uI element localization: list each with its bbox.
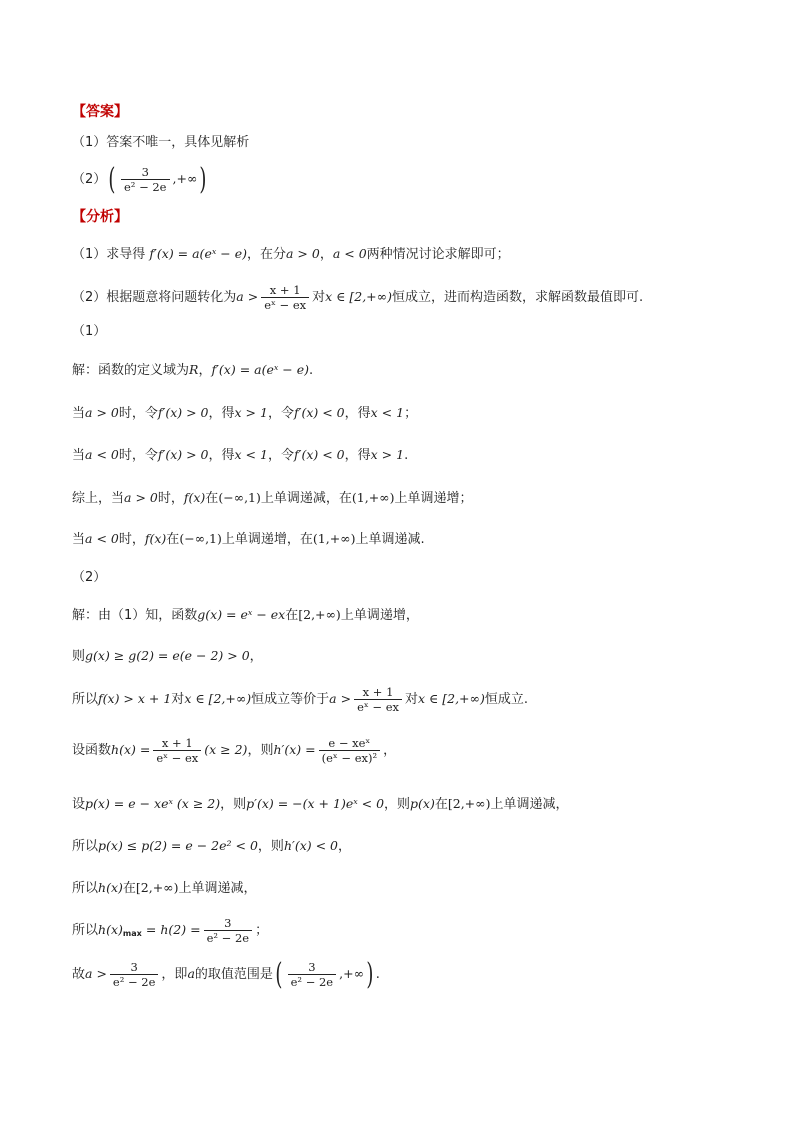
text: 对	[171, 692, 185, 707]
text: 在	[434, 797, 448, 812]
math: a < 0	[85, 447, 119, 462]
text: 恒成立，进而构造函数，求解函数最值即可.	[391, 290, 644, 305]
math-x-in: x ∈ [2,+∞)	[325, 289, 392, 304]
math: h(x)	[98, 880, 123, 895]
math: x ∈ [2,+∞)	[418, 691, 485, 706]
text: 的取值范围是	[194, 967, 273, 982]
part1-line-1: 解：函数的定义域为R，f′(x) = a(eˣ − e).	[72, 362, 314, 378]
part1-label: （1）	[72, 324, 107, 339]
fraction	[261, 283, 309, 312]
part2-line-3	[72, 682, 528, 717]
fraction	[110, 960, 159, 989]
math: x < 1	[370, 405, 405, 420]
text: ，则	[247, 743, 274, 758]
text: ，令	[267, 406, 294, 421]
math: f′(x) < 0	[293, 447, 345, 462]
text: .	[375, 967, 380, 982]
part2-line-9	[72, 954, 380, 995]
math: (1,+∞)	[312, 531, 356, 546]
math: f′(x) > 0	[157, 447, 209, 462]
text: ，则	[220, 797, 247, 812]
text: ，得	[208, 406, 235, 421]
fraction	[288, 960, 337, 989]
text: 所以	[72, 881, 99, 896]
text: 上单调递减.	[355, 532, 425, 547]
math: h′(x) < 0	[283, 838, 339, 853]
text: ，得	[344, 406, 371, 421]
part2-line-1	[72, 607, 419, 624]
math: x > 1	[370, 447, 405, 462]
math: [2,+∞)	[447, 796, 491, 811]
fraction-numerator: 3	[288, 960, 337, 975]
math: [2,+∞)	[135, 880, 179, 895]
interval-tail: ,+∞	[172, 171, 198, 186]
part2-line-8	[72, 912, 268, 952]
text: 当	[72, 448, 86, 463]
math: (1,+∞)	[351, 490, 395, 505]
text: 对	[404, 692, 418, 707]
answer-heading: 【答案】	[72, 104, 128, 120]
text: 对	[312, 290, 326, 305]
fraction	[354, 685, 402, 714]
math: p(x)	[410, 796, 435, 811]
text: 上单调递减，	[178, 881, 257, 896]
text: 当	[72, 532, 86, 547]
fraction-denominator: e² − 2e	[290, 975, 334, 989]
part1-line-2: 当a > 0时，令f′(x) > 0，得x > 1，令f′(x) < 0，得x < 1；	[72, 405, 418, 421]
fraction-numerator: x + 1	[354, 685, 402, 700]
math: (x ≥ 2)	[204, 742, 248, 757]
math: h(x) =	[111, 742, 151, 757]
math: a > 0	[124, 490, 158, 505]
part1-line-4	[72, 490, 473, 507]
math-a-neg: a < 0	[332, 246, 367, 261]
fraction-numerator: e − xeˣ	[319, 736, 381, 751]
text: 恒成立等价于	[251, 692, 330, 707]
text: 设函数	[72, 743, 112, 758]
fraction-denominator: eˣ − ex	[264, 298, 307, 312]
text: 所以	[72, 923, 99, 938]
math: f(x)	[144, 531, 167, 546]
part2-line-2: 则g(x) ≥ g(2) = e(e − 2) > 0，	[72, 648, 263, 664]
fraction-numerator: 3	[204, 916, 253, 931]
fraction-numerator: 3	[110, 960, 159, 975]
analysis-line-1: （1）求导得 f′(x) = a(eˣ − e)，在分a > 0，a < 0两种情况讨论求解即可；	[72, 246, 510, 262]
subscript-max: max	[122, 929, 142, 938]
fraction	[153, 736, 201, 765]
text: 故	[72, 967, 86, 982]
math: f′(x) > 0	[157, 405, 209, 420]
text: 时，令	[118, 406, 158, 421]
math-R: R	[189, 362, 199, 377]
math: f′(x) < 0	[293, 405, 345, 420]
fraction-denominator: eˣ − ex	[156, 751, 199, 765]
math-fprime: f′(x) = a(eˣ − e)	[211, 362, 309, 377]
fraction-numerator: x + 1	[153, 736, 201, 751]
part2-line-4: 设函数h(x) = $\frac{x + 1}{\text{eˣ − ex}}$ (x ≥ 2)，则h′(x) = e − xeˣ (eˣ − ex)² ，	[72, 736, 397, 765]
answer-part2	[72, 160, 209, 199]
text: 综上，当	[72, 491, 125, 506]
answer-part1: （1）答案不唯一，具体见解析	[72, 135, 250, 150]
text: 时，	[118, 532, 145, 547]
fraction-numerator: x + 1	[261, 283, 309, 298]
text: ，即	[161, 967, 188, 982]
answer-fraction	[121, 165, 170, 194]
text: ，在分	[246, 247, 286, 262]
text: 上单调递减，在	[260, 491, 352, 506]
fraction-denominator: e² − 2e	[112, 975, 156, 989]
left-paren: (	[108, 161, 116, 197]
text: 在	[205, 491, 219, 506]
math: [2,+∞)	[298, 607, 341, 622]
analysis-line-2	[72, 280, 643, 315]
math: p(x) = e − xeˣ (x ≥ 2)	[85, 796, 221, 811]
text: 则	[72, 649, 86, 664]
text: 在	[166, 532, 180, 547]
text: ，则	[384, 797, 411, 812]
left-paren: (	[275, 956, 283, 992]
math-fprime: f′(x) = a(eˣ − e)	[149, 246, 247, 261]
text: ，得	[344, 448, 371, 463]
text: 恒成立.	[484, 692, 528, 707]
part1-line-3: 当a < 0时，令f′(x) > 0，得x < 1，令f′(x) < 0，得x > 1.	[72, 447, 409, 463]
math: p(x) ≤ p(2) = e − 2e² < 0	[98, 838, 258, 853]
math: a > 0	[85, 405, 119, 420]
interval-tail: ,+∞	[339, 966, 364, 981]
math: f(x)	[183, 490, 206, 505]
text: 在	[122, 881, 136, 896]
text: （2）根据题意将问题转化为	[72, 290, 237, 305]
text: 时，令	[118, 448, 158, 463]
math: a < 0	[85, 531, 119, 546]
text: ；	[255, 923, 269, 938]
text: ，则	[257, 839, 284, 854]
text: 上单调递减，	[490, 797, 569, 812]
math-a-gt: a >	[236, 289, 259, 304]
text: 上单调递增，在	[221, 532, 313, 547]
analysis-heading: 【分析】	[72, 209, 128, 225]
math: (−∞,1)	[218, 490, 261, 505]
fraction	[319, 736, 381, 765]
math: h(x)	[98, 922, 123, 937]
math: a >	[329, 691, 352, 706]
right-paren: )	[199, 161, 207, 197]
math: p′(x) = −(x + 1)eˣ < 0	[246, 796, 385, 811]
part2-line-6: 所以p(x) ≤ p(2) = e − 2e² < 0，则h′(x) < 0，	[72, 838, 352, 854]
text: 解：函数的定义域为	[72, 363, 190, 378]
text: 设	[72, 797, 86, 812]
fraction-numerator: 3	[121, 165, 170, 180]
fraction-denominator: (eˣ − ex)²	[321, 751, 378, 765]
math: g(x) ≥ g(2) = e(e − 2) > 0	[85, 648, 250, 663]
math: g(x) = eˣ − ex	[197, 607, 286, 622]
fraction-denominator: e² − 2e	[206, 931, 250, 945]
fraction	[204, 916, 253, 945]
text: 当	[72, 406, 86, 421]
text: 上单调递增，	[340, 608, 419, 623]
math: h′(x) =	[273, 742, 316, 757]
math: x < 1	[234, 447, 268, 462]
text: 所以	[72, 692, 99, 707]
math: = h(2) =	[145, 922, 201, 937]
text: （1）求导得	[72, 247, 146, 262]
math: a	[187, 966, 195, 981]
text: 解：由（1）知，函数	[72, 608, 198, 623]
math: a >	[85, 966, 107, 981]
math: x ∈ [2,+∞)	[184, 691, 252, 706]
math: x > 1	[234, 405, 268, 420]
text: ，令	[267, 448, 294, 463]
part1-line-5	[72, 531, 425, 548]
right-paren: )	[366, 956, 374, 992]
text: 时，	[157, 491, 184, 506]
part2-line-5	[72, 796, 568, 813]
text: 所以	[72, 839, 99, 854]
math: f(x) > x + 1	[98, 691, 172, 706]
text: 在	[285, 608, 299, 623]
text: 上单调递增；	[394, 491, 473, 506]
answer-part2-label: （2）	[72, 172, 107, 187]
text: 两种情况讨论求解即可；	[366, 247, 510, 262]
fraction-denominator: eˣ − ex	[357, 700, 399, 714]
text: ，得	[208, 448, 235, 463]
math: (−∞,1)	[179, 531, 222, 546]
part2-label: （2）	[72, 570, 107, 585]
fraction-denominator: e² − 2e	[124, 180, 167, 194]
math-a-pos: a > 0	[285, 246, 320, 261]
part2-line-7	[72, 880, 256, 897]
